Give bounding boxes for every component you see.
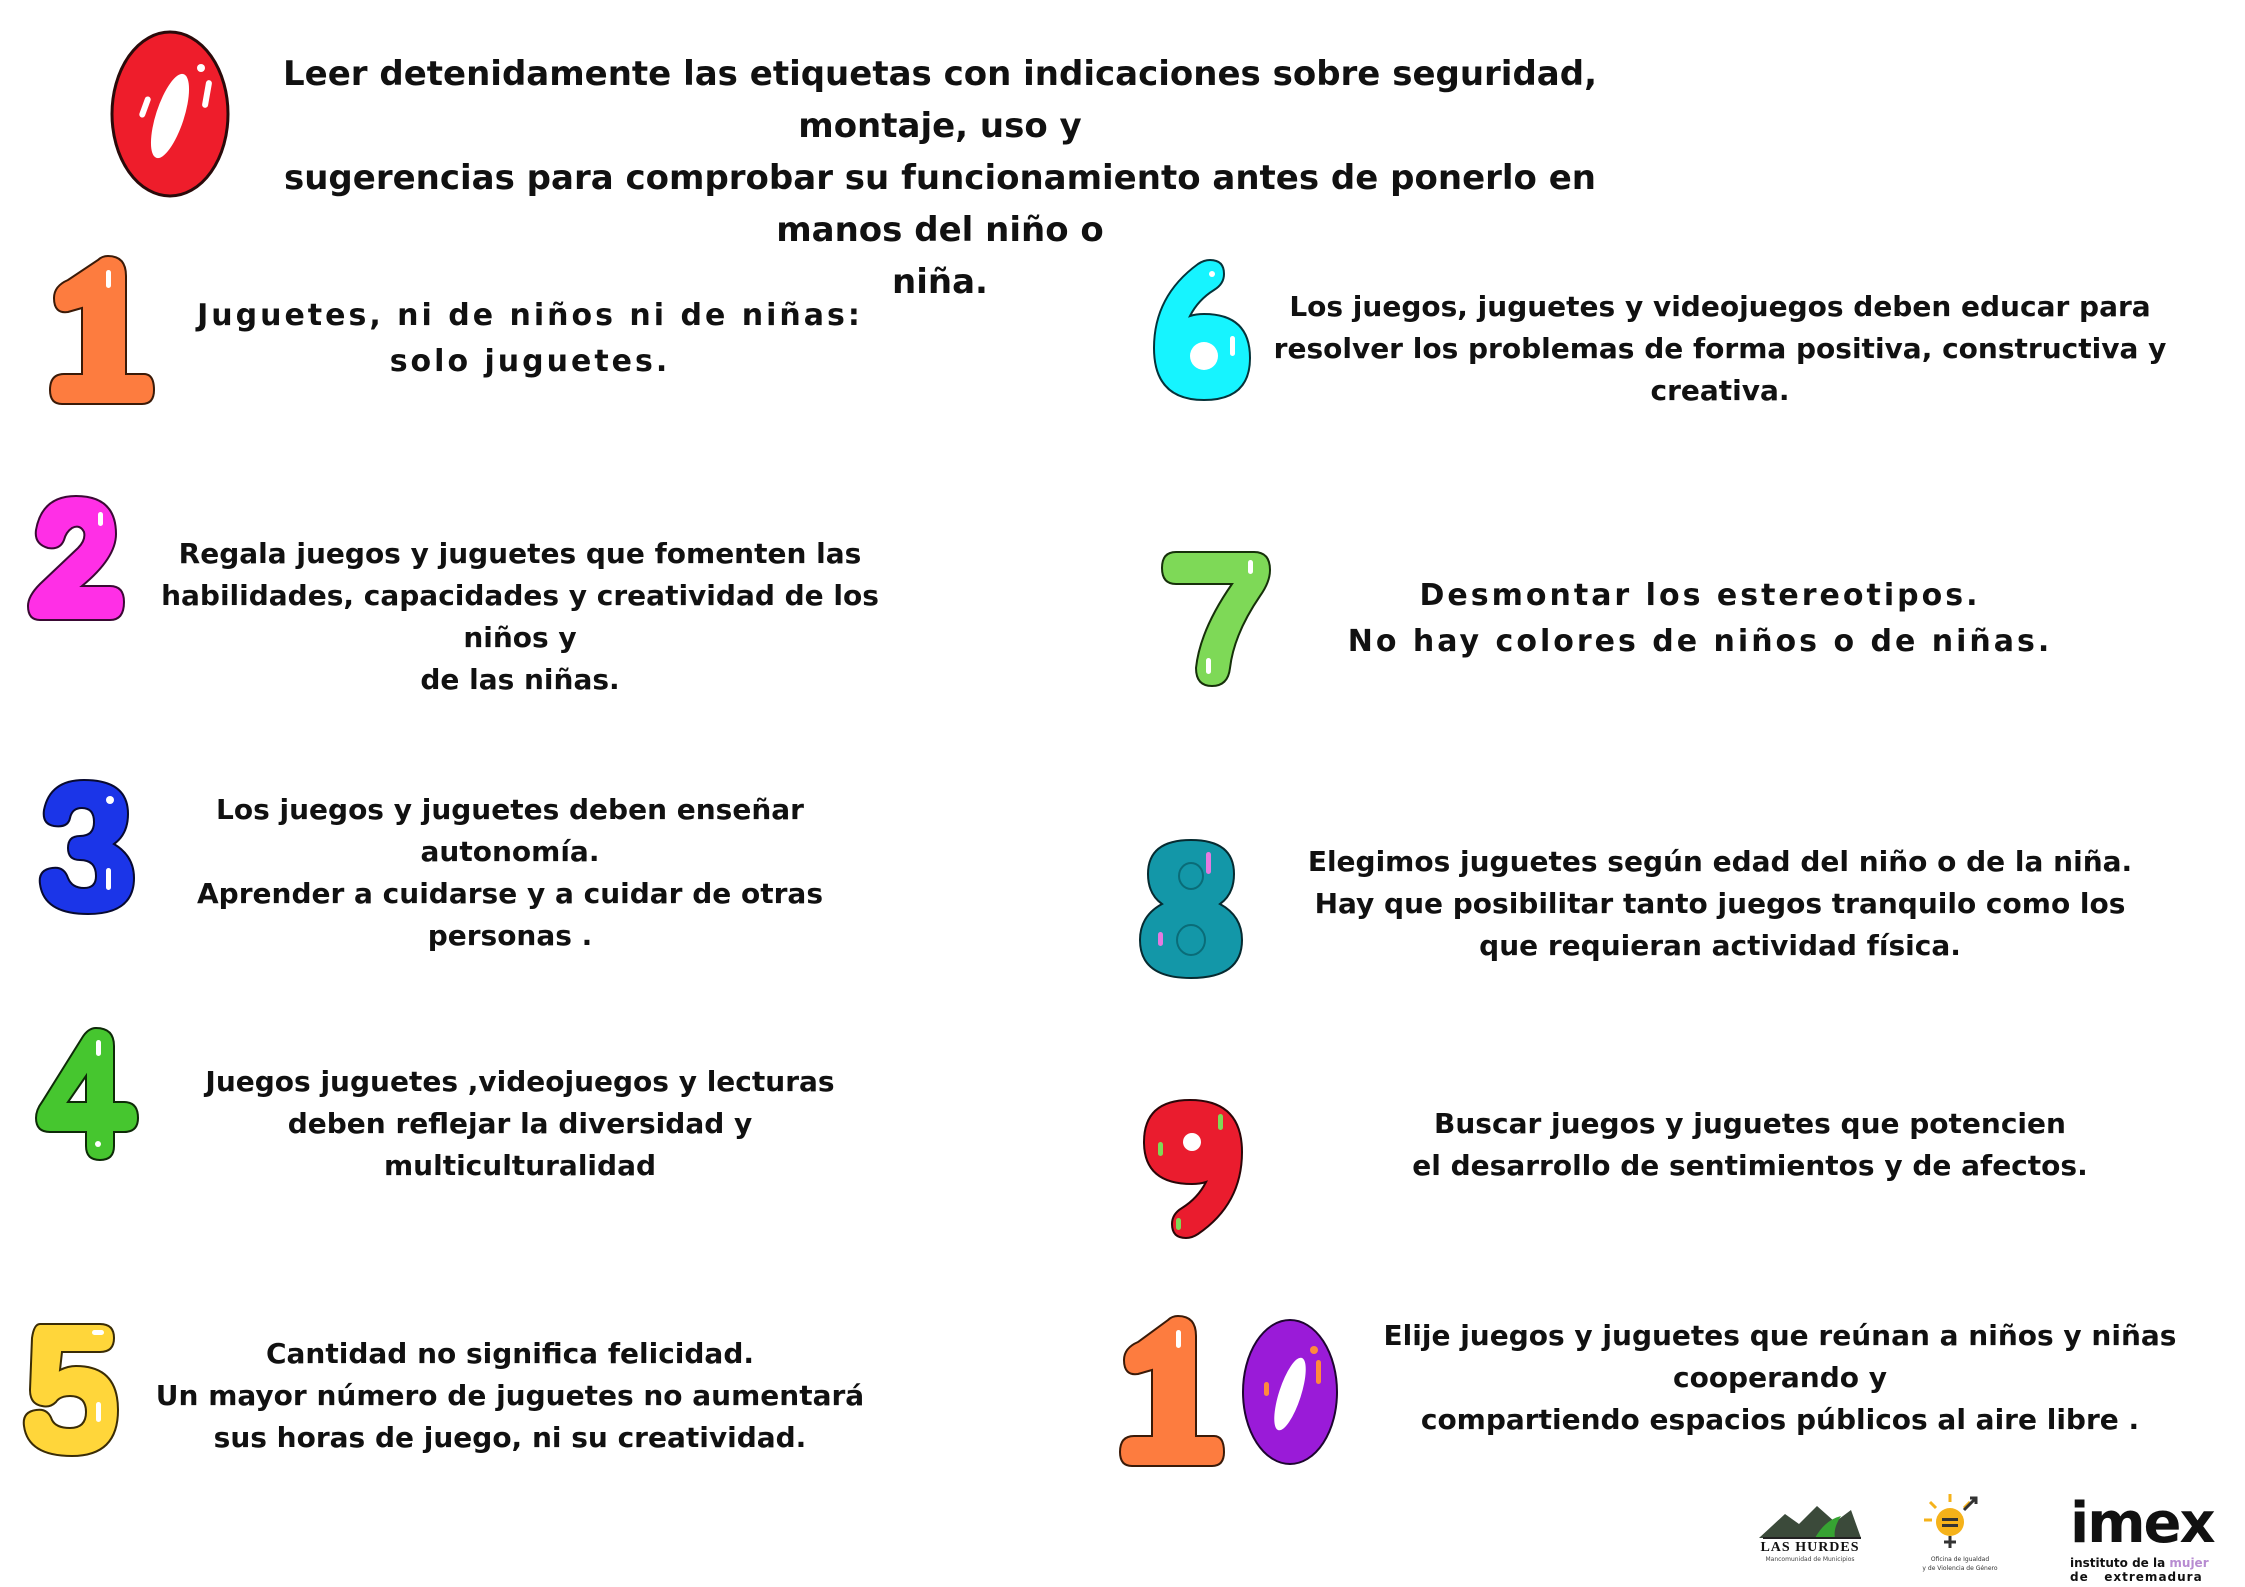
number-seven <box>1160 548 1272 690</box>
number-nine <box>1136 1096 1246 1242</box>
tip-eight-text: Elegimos juguetes según edad del niño o de la niña. Hay que posibilitar tanto juegos tranquilo como los que requieran actividad física. <box>1307 845 2133 962</box>
number-four <box>34 1024 140 1162</box>
number-three-shape <box>34 776 138 918</box>
tip-six-text: Los juegos, juguetes y videojuegos deben educar para resolver los problemas de forma positiva, constructiva y creativa. <box>1273 290 2167 407</box>
imex-brand: imex <box>2070 1491 2214 1556</box>
number-nine-shape <box>1136 1096 1246 1242</box>
imex-line2: de extremadura <box>2070 1570 2203 1584</box>
tip-five-text: Cantidad no significa felicidad. Un mayor número de juguetes no aumentará sus horas de juego, ni su creatividad. <box>155 1337 865 1454</box>
number-one <box>46 250 156 406</box>
number-four-shape <box>34 1024 140 1162</box>
number-zero-shape <box>108 28 232 200</box>
number-three <box>34 776 138 918</box>
imex-line1 <box>2070 1556 2220 1570</box>
number-six-shape <box>1150 256 1254 404</box>
oficina-line1: Oficina de Igualdad <box>1930 1556 1990 1563</box>
las-hurdes-mountain-icon <box>1755 1498 1865 1542</box>
tip-one-text: Juguetes, ni de niños ni de niñas: solo juguetes. <box>197 298 863 379</box>
logo-oficina-igualdad <box>1920 1490 2000 1582</box>
imex-line1-b: mujer <box>2169 1556 2209 1570</box>
number-ten-one-shape <box>1116 1310 1226 1468</box>
imex-line1-a: instituto de la <box>2070 1556 2170 1570</box>
tip-ten-text: Elije juegos y juguetes que reúnan a niños y niñas cooperando y compartiendo espacios públicos al aire libre . <box>1383 1319 2177 1436</box>
number-seven-shape <box>1160 548 1272 690</box>
number-ten-zero-shape <box>1240 1316 1340 1468</box>
number-two <box>26 492 126 624</box>
number-five-shape <box>20 1320 120 1460</box>
number-ten-zero <box>1240 1316 1340 1468</box>
logo-imex <box>2070 1491 2214 1584</box>
tip-nine-text: Buscar juegos y juguetes que potencien el desarrollo de sentimientos y de afectos. <box>1412 1107 2088 1182</box>
number-ten-one <box>1116 1310 1226 1468</box>
equality-sun-icon <box>1920 1490 2000 1550</box>
number-five <box>20 1320 120 1460</box>
logo-las-hurdes <box>1755 1498 1865 1564</box>
oficina-line2: y de Violencia de Género <box>1922 1565 1998 1572</box>
tip-four-text: Juegos juguetes ,videojuegos y lecturas deben reflejar la diversidad y multiculturalidad <box>205 1065 835 1182</box>
tip-two-text: Regala juegos y juguetes que fomenten las habilidades, capacidades y creatividad de los niños y de las niñas. <box>161 537 879 696</box>
number-one-shape <box>46 250 156 406</box>
tip-three-text: Los juegos y juguetes deben enseñar autonomía. Aprender a cuidarse y a cuidar de otras personas . <box>197 793 823 952</box>
number-two-shape <box>26 492 126 624</box>
tip-seven-text: Desmontar los estereotipos. No hay colores de niños o de niñas. <box>1347 578 2053 659</box>
number-eight-shape <box>1136 836 1246 982</box>
number-six <box>1150 256 1254 404</box>
las-hurdes-title: LAS HURDES <box>1760 1540 1860 1555</box>
tip-zero-text: Leer detenidamente las etiquetas con indicaciones sobre seguridad, montaje, uso y sugerencias para comprobar su funcionamiento antes de ponerlo en manos del niño o niña. <box>283 54 1597 302</box>
las-hurdes-subtitle: Mancomunidad de Municipios <box>1765 1556 1855 1563</box>
number-eight <box>1136 836 1246 982</box>
number-zero <box>108 28 232 200</box>
